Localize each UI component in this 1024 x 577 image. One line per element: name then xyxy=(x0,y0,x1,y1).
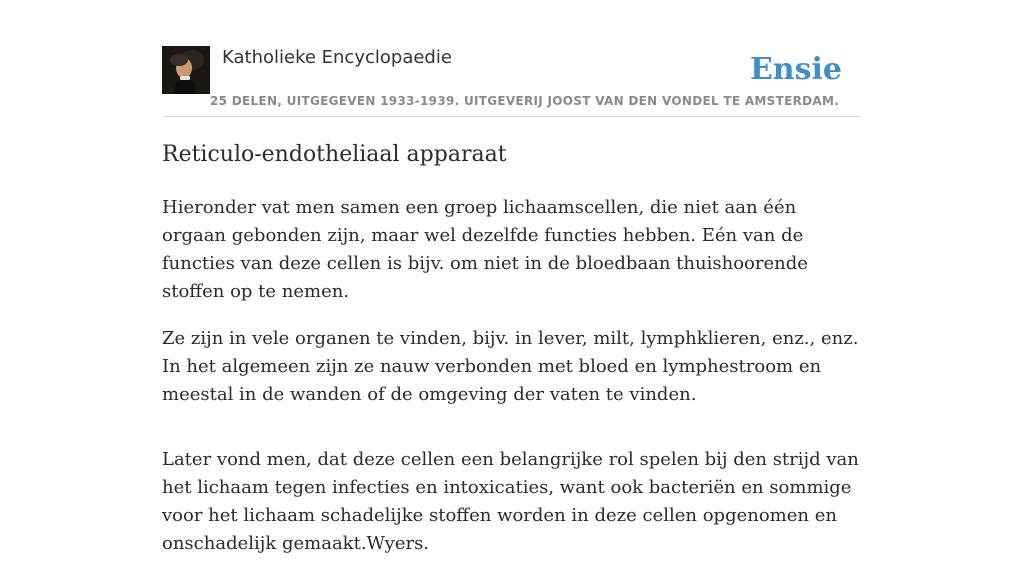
article-title: Reticulo-endotheliaal apparaat xyxy=(162,142,507,167)
source-header xyxy=(162,46,862,117)
portrait-avatar-icon xyxy=(162,46,210,94)
article-paragraph: Ze zijn in vele organen te vinden, bijv. in lever, milt, lymphklieren, enz., enz. In het algemeen zijn ze nauw verbonden met bloed en lymphestroom en meestal in de wanden of de omgeving der vaten te vinden. xyxy=(162,328,859,405)
source-avatar[interactable] xyxy=(162,46,210,94)
source-subtitle: 25 DELEN, UITGEGEVEN 1933-1939. UITGEVERIJ JOOST VAN DEN VONDEL TE AMSTERDAM. xyxy=(210,94,840,108)
brand-logo-link[interactable]: Ensie xyxy=(749,52,842,87)
article-paragraph: Hieronder vat men samen een groep lichaamscellen, die niet aan één orgaan gebonden zijn, maar wel dezelfde functies hebben. Eén van de functies van deze cellen is bijv. om niet in de bloedbaan thuishoorende stoffen op te nemen. xyxy=(162,197,808,302)
article-paragraph: Later vond men, dat deze cellen een belangrijke rol spelen bij den strijd van het lichaam tegen infecties en intoxicaties, want ook bacteriën en sommige voor het lichaam schadelijke stoffen worden in deze cellen opgenomen en onschadelijk gemaakt.Wyers. xyxy=(162,449,859,554)
source-title[interactable]: Katholieke Encyclopaedie xyxy=(222,47,452,68)
article xyxy=(162,138,862,577)
